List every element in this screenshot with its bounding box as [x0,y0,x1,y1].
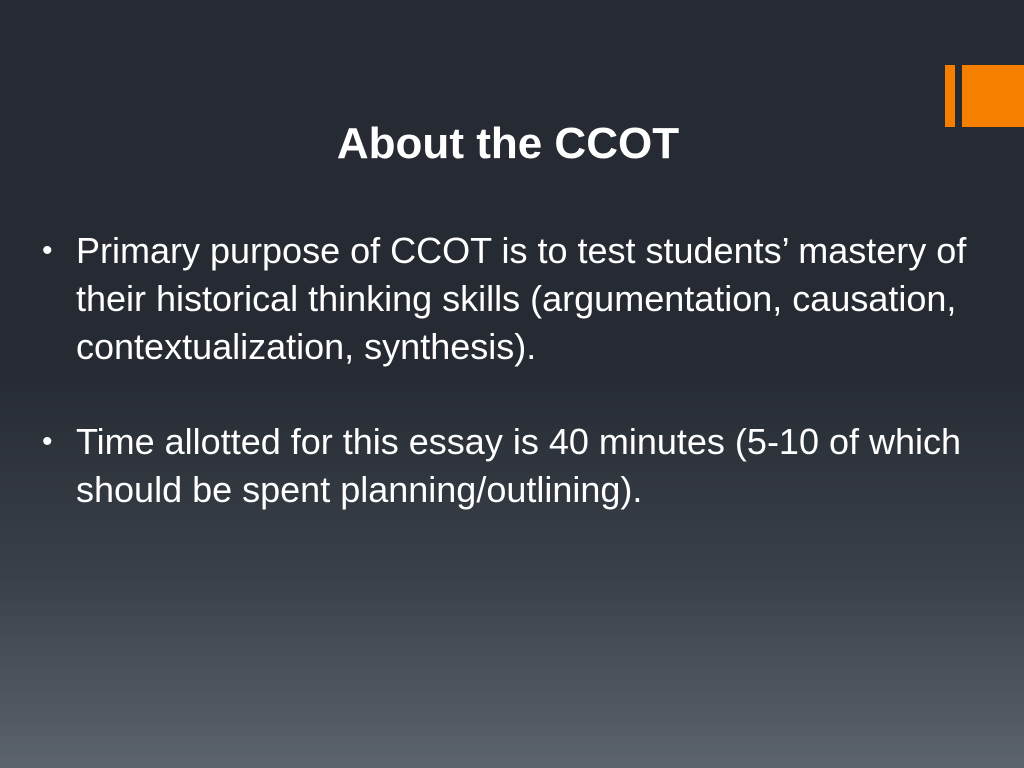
bullet-item-purpose [40,227,970,371]
bullet-dot-icon: • [42,425,53,458]
bullet-item-time [40,418,970,514]
bullet-text-time: Time allotted for this essay is 40 minutes (5-10 of which should be spent planning/outlining). [76,421,962,510]
slide-title: About the CCOT [336,119,680,168]
bullet-dot-icon: • [42,234,53,267]
bullet-list [40,227,970,514]
bullet-text-purpose: Primary purpose of CCOT is to test students’ mastery of their historical thinking skills (argumentation, causation, contextualization, synthesis). [76,230,967,367]
